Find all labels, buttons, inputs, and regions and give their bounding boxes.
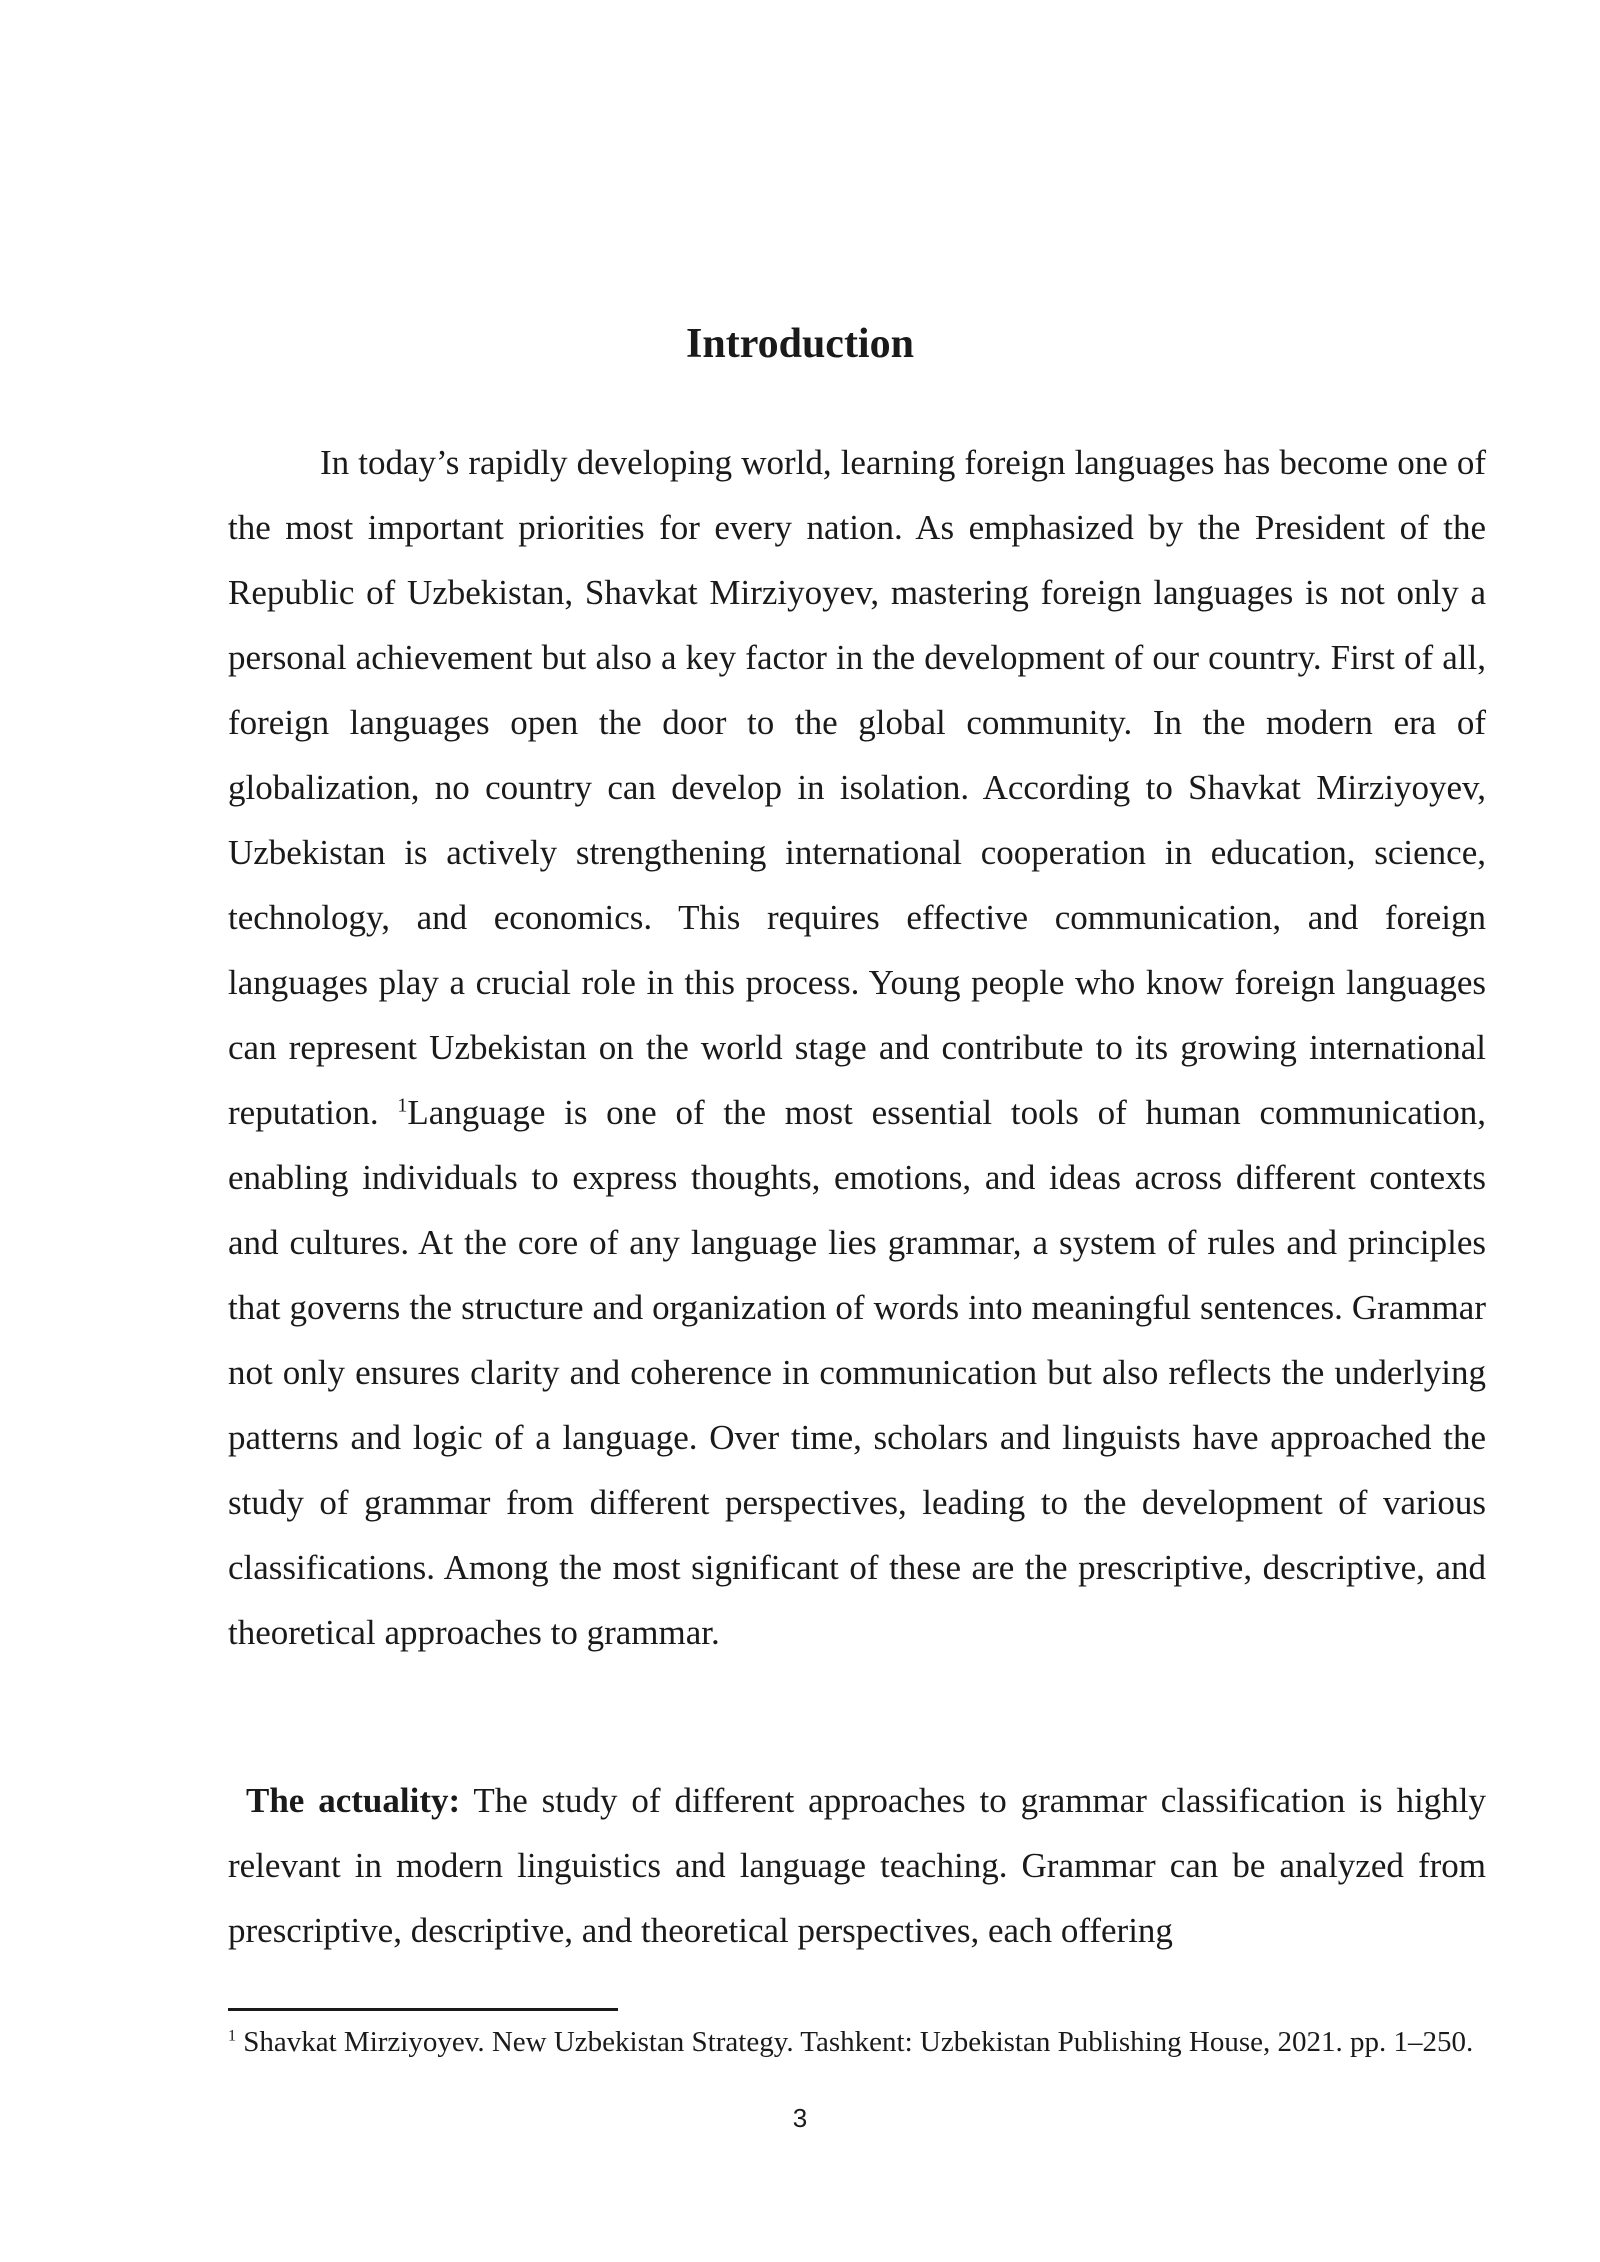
footnote-separator bbox=[228, 2008, 618, 2011]
intro-paragraph-text-part2: Language is one of the most essential tools of human communication, enabling individuals to express thoughts, emotions, and ideas across different contexts and cultures. At the core of any language lies grammar, a system of rules and principles that governs the structure and organization of words into meaningful sentences. Grammar not only ensures clarity and coherence in communication but also reflects the underlying patterns and logic of a language. Over time, scholars and linguists have approached the study of grammar from different perspectives, leading to the development of various classifications. Among the most significant of these are the prescriptive, descriptive, and theoretical approaches to grammar. bbox=[228, 1093, 1486, 1652]
footnote-text: Shavkat Mirziyoyev. New Uzbekistan Strategy. Tashkent: Uzbekistan Publishing House, 2021. pp. 1–250. bbox=[236, 2026, 1474, 2058]
page-number: 3 bbox=[792, 2103, 808, 2133]
footnote-reference[interactable]: 1 bbox=[397, 1094, 408, 1117]
intro-paragraph bbox=[228, 430, 1486, 1665]
footnote bbox=[228, 2023, 1486, 2061]
actuality-heading: The actuality: bbox=[246, 1781, 461, 1820]
footnote-mark: 1 bbox=[228, 2027, 236, 2045]
intro-paragraph-text-part1: In today’s rapidly developing world, learning foreign languages has become one of the most important priorities for every nation. As emphasized by the President of the Republic of Uzbekistan, Shavkat Mirziyoyev, mastering foreign languages is not only a personal achievement but also a key factor in the development of our country. First of all, foreign languages open the door to the global community. In the modern era of globalization, no country can develop in isolation. According to Shavkat Mirziyoyev, Uzbekistan is actively strengthening international cooperation in education, science, technology, and economics. This requires effective communication, and foreign languages play a crucial role in this process. Young people who know foreign languages can represent Uzbekistan on the world stage and contribute to its growing international reputation. bbox=[228, 443, 1486, 1132]
actuality-text: The study of different approaches to grammar classification is highly relevant in modern linguistics and language teaching. Grammar can be analyzed from prescriptive, descriptive, and theoretical perspectives, each offering bbox=[228, 1781, 1486, 1950]
page-title: Introduction bbox=[686, 321, 914, 367]
actuality-paragraph bbox=[228, 1768, 1486, 1963]
